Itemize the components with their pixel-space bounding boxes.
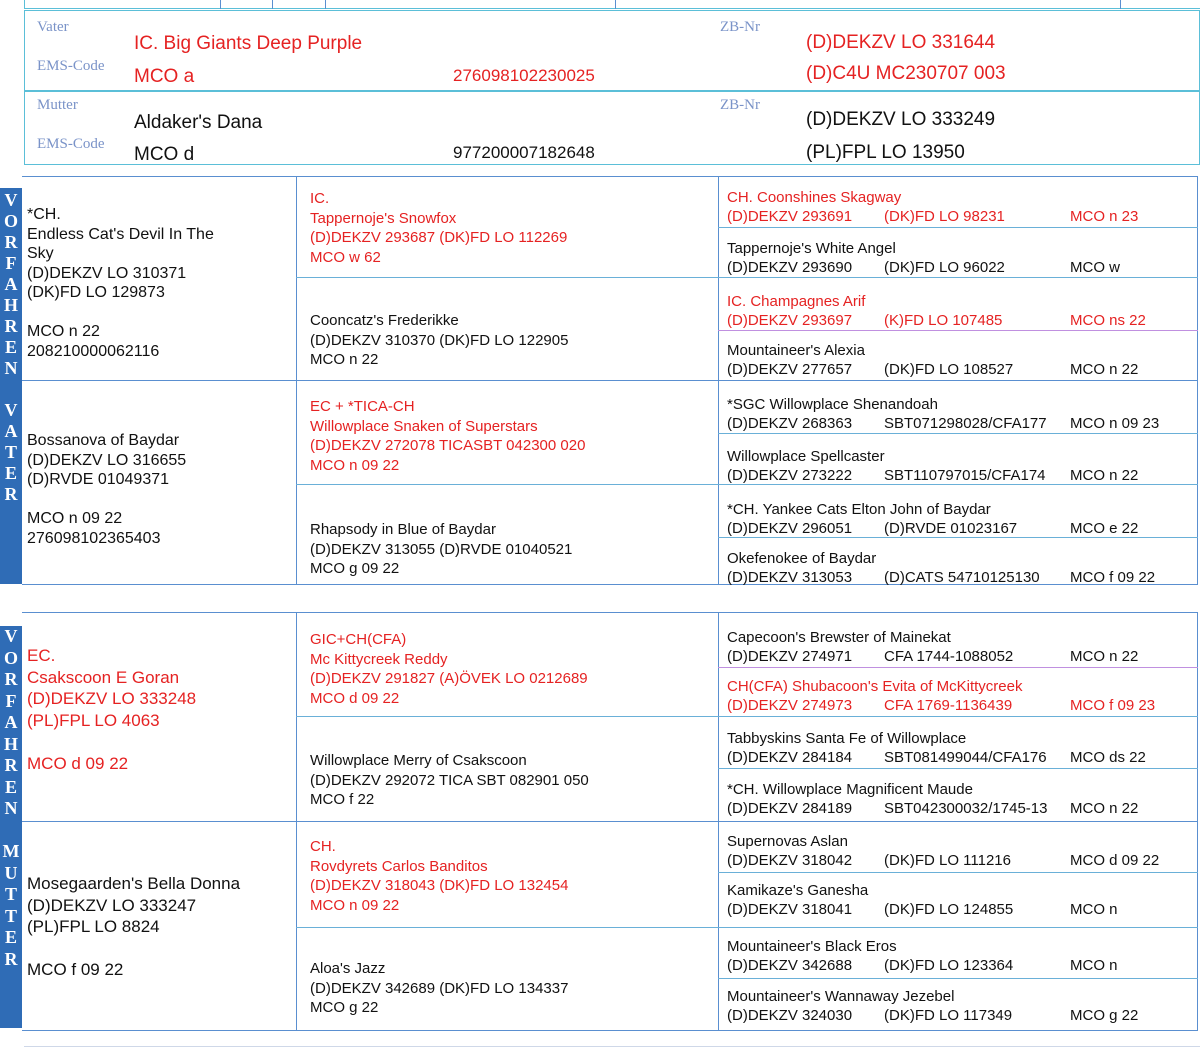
entry-line: (D)DEKZV LO 316655 [27,451,187,469]
top-edge-divider [325,0,326,9]
entry-ems: MCO n 22 [1070,467,1139,484]
entry-line [27,731,295,753]
entry-reg2: (DK)FD LO 108527 [884,361,1014,378]
sire-row-divider [22,380,1198,381]
entry-reg1: (D)DEKZV 342688 [727,957,853,974]
entry-ems: MCO g 22 [310,999,379,1016]
sire-gen1-entry [27,431,295,548]
entry-line: (D)RVDE 01049371 [27,471,170,488]
entry-reg2: SBT110797015/CFA174 [884,467,1046,484]
entry-reg2: CFA 1769-1136439 [884,697,1013,714]
top-edge-divider [1120,0,1121,9]
entry-line: MCO d 09 22 [27,753,129,773]
dam-row-divider [718,927,1198,928]
entry-name: Tabbyskins Santa Fe of Willowplace [727,730,967,747]
entry-reg2: (D)CATS 54710125130 [884,569,1040,586]
entry-title: CH. [310,838,336,855]
sire-ancestry-strip [0,188,22,584]
entry-ems: MCO n [1070,957,1118,974]
sire-row-divider [718,277,1198,278]
entry-reg1: (D)DEKZV 274973 [727,697,853,714]
strip-letter [0,379,22,400]
entry-title: EC + *TICA-CH [310,398,415,415]
entry-reg-row [727,414,1197,433]
entry-line: EC. [27,646,56,665]
entry-line: Bossanova of Baydar [27,432,180,449]
entry-ems: MCO w [1070,259,1120,276]
entry-line: Mosegaarden's Bella Donna [27,874,241,893]
entry-reg2: SBT081499044/CFA176 [884,749,1047,766]
strip-letter: O [3,211,18,231]
sire-row-divider [718,433,1198,434]
entry-name: Kamikaze's Ganesha [727,882,869,899]
mother-zb2: (PL)FPL LO 13950 [806,142,965,163]
entry-reg1: (D)DEKZV 293691 [727,208,853,225]
entry-line: (DK)FD LO 129873 [27,284,165,301]
entry-reg1: (D)DEKZV 293697 [727,312,853,329]
top-edge-divider [220,0,221,9]
entry-reg2: SBT042300032/1745-13 [884,800,1048,817]
dam-row-divider [718,667,1198,668]
entry-ems: MCO f 09 22 [1070,569,1156,586]
mother-ems-label: EMS-Code [37,136,105,152]
entry-ems: MCO n 22 [1070,800,1139,817]
strip-letter: T [4,442,17,462]
entry-name: Mc Kittycreek Reddy [310,650,448,668]
entry-name: Mountaineer's Black Eros [727,938,897,955]
entry-reg-row [727,748,1197,767]
entry-reg: (D)DEKZV 313055 (D)RVDE 01040521 [310,540,573,558]
entry-name: Willowplace Snaken of Superstars [310,417,538,435]
strip-letter: R [4,484,18,504]
sire-gen3-entry [727,341,1197,379]
sire-row-divider [296,484,718,485]
entry-ems: MCO ds 22 [1070,749,1146,766]
strip-letter: A [4,712,18,732]
strip-letter: R [4,669,18,689]
entry-line: (D)DEKZV LO 310371 [27,264,187,282]
mother-ems: MCO d [134,144,195,165]
entry-reg1: (D)DEKZV 273222 [727,467,853,484]
entry-name: CH. Coonshines Skagway [727,189,902,206]
entry-line: (D)DEKZV LO 333248 [27,689,197,708]
entry-title: GIC+CH(CFA) [310,631,407,648]
mother-name: Aldaker's Dana [134,112,263,133]
father-zb2: (D)C4U MC230707 003 [806,63,1006,84]
entry-line: (PL)FPL LO 8824 [27,917,160,936]
entry-reg-row [727,900,1197,919]
strip-letter: R [4,232,18,252]
father-ems: MCO a [134,66,195,87]
dam-gen2-entry [310,959,715,1018]
entry-reg: (D)DEKZV 318043 (DK)FD LO 132454 [310,877,569,894]
entry-line: Endless Cat's Devil In The [27,225,214,243]
strip-letter: E [4,776,17,797]
entry-reg1: (D)DEKZV 318041 [727,901,853,918]
sire-row-divider [718,330,1198,331]
dam-gen3-entry [727,780,1197,818]
entry-name: Supernovas Aslan [727,833,848,850]
dam-row-divider [718,978,1198,979]
entry-ems: MCO g 09 22 [310,560,400,577]
entry-reg1: (D)DEKZV 296051 [727,520,853,537]
entry-reg2: (DK)FD LO 111216 [884,852,1011,869]
strip-letter: A [4,421,18,441]
entry-reg-row [727,258,1197,277]
entry-line: MCO f 09 22 [27,960,124,979]
dam-row-divider [296,716,718,717]
entry-reg-row [727,647,1197,666]
strip-letter: U [4,862,18,883]
sire-gen3-entry [727,549,1197,587]
dam-gen3-entry [727,628,1197,666]
sire-gen3-entry [727,447,1197,485]
dam-row-divider [718,768,1198,769]
entry-reg2: (DK)FD LO 96022 [884,259,1005,276]
sire-gen3-entry [727,395,1197,433]
entry-reg-row [727,466,1197,485]
entry-name: Rovdyrets Carlos Banditos [310,857,488,875]
dam-ancestry-strip [0,626,22,1028]
strip-letter: H [3,733,18,754]
sire-gen2-entry [310,397,715,475]
entry-line: MCO n 09 22 [27,510,123,527]
strip-letter: V [4,400,18,420]
father-zb-label: ZB-Nr [720,19,760,35]
entry-name: Mountaineer's Alexia [727,342,865,359]
dam-row-divider [718,716,1198,717]
strip-letter: E [4,927,17,947]
entry-reg1: (D)DEKZV 268363 [727,415,853,432]
entry-name: *CH. Willowplace Magnificent Maude [727,781,973,798]
strip-letter: N [4,798,18,818]
mother-chip: 977200007182648 [453,143,595,162]
entry-name: Capecoon's Brewster of Mainekat [727,629,951,646]
sire-row-divider [296,277,718,278]
strip-letter: R [4,755,18,775]
entry-line: *CH. [27,206,61,223]
sire-gen2-entry [310,520,715,579]
strip-letter: E [4,463,17,483]
strip-letter: R [4,316,18,336]
sire-gen3-entry [727,239,1197,277]
entry-reg-row [727,799,1197,818]
entry-reg2: (K)FD LO 107485 [884,312,1003,329]
entry-ems: MCO w 62 [310,248,381,266]
entry-name: Rhapsody in Blue of Baydar [310,521,496,538]
entry-ems: MCO n 09 22 [310,456,400,474]
entry-reg2: (D)RVDE 01023167 [884,520,1018,537]
entry-reg: (D)DEKZV 310370 (DK)FD LO 122905 [310,331,569,349]
dam-gen2-entry [310,837,715,915]
entry-reg2: (DK)FD LO 98231 [884,208,1005,225]
father-zb1: (D)DEKZV LO 331644 [806,32,996,53]
strip-letter: T [4,905,17,926]
entry-reg2: (DK)FD LO 123364 [884,957,1014,974]
entry-line: (D)DEKZV LO 333247 [27,895,197,915]
strip-letter [0,820,22,842]
sire-gen3-entry [727,500,1197,538]
entry-name: Tappernoje's Snowfox [310,209,457,227]
entry-ems: MCO n 22 [1070,648,1139,665]
bottom-rule [24,1046,1200,1047]
entry-ems: MCO n 22 [310,351,379,368]
strip-letter: R [4,948,18,969]
entry-name: CH(CFA) Shubacoon's Evita of McKittycreek [727,678,1023,695]
entry-reg2: (DK)FD LO 117349 [884,1007,1013,1024]
strip-letter: H [3,295,18,315]
entry-line: MCO n 22 [27,323,100,340]
entry-name: Cooncatz's Frederikke [310,312,459,329]
entry-reg1: (D)DEKZV 293690 [727,259,853,276]
entry-ems: MCO d 09 22 [1070,852,1160,869]
entry-title: IC. [310,190,330,207]
entry-name: Aloa's Jazz [310,960,386,977]
entry-name: *SGC Willowplace Shenandoah [727,396,938,413]
entry-reg-row [727,568,1197,587]
entry-ems: MCO n [1070,901,1118,918]
entry-reg1: (D)DEKZV 277657 [727,361,853,378]
top-edge-divider [615,0,616,9]
entry-line [27,490,295,510]
entry-name: Willowplace Spellcaster [727,448,885,465]
strip-letter: M [2,841,20,861]
entry-name: Willowplace Merry of Csakscoon [310,752,527,769]
dam-gen2-entry [310,751,715,810]
entry-line [27,938,295,960]
entry-ems: MCO f 09 23 [1070,697,1156,714]
entry-name: Mountaineer's Wannaway Jezebel [727,988,955,1005]
strip-letter: V [4,626,18,646]
entry-name: Tappernoje's White Angel [727,240,896,257]
entry-reg: (D)DEKZV 342689 (DK)FD LO 134337 [310,979,569,997]
entry-reg1: (D)DEKZV 313053 [727,569,853,586]
entry-name: IC. Champagnes Arif [727,293,866,310]
entry-ems: MCO n 09 23 [1070,415,1160,432]
sire-gen2-entry [310,311,715,370]
entry-reg-row [727,360,1197,379]
sire-row-divider [718,227,1198,228]
entry-reg-row [727,956,1197,975]
entry-reg1: (D)DEKZV 284189 [727,800,853,817]
father-ems-label: EMS-Code [37,58,105,74]
strip-letter: N [4,358,18,378]
dam-gen1-entry [27,645,295,774]
dam-gen3-entry [727,987,1197,1025]
entry-reg-row [727,207,1197,226]
sire-gen1-entry [27,205,295,361]
strip-letter: A [4,274,18,294]
entry-reg-row [727,851,1197,870]
entry-reg-row [727,519,1197,538]
entry-reg2: SBT071298028/CFA177 [884,415,1047,432]
entry-ems: MCO e 22 [1070,520,1139,537]
entry-name: Okefenokee of Baydar [727,550,877,567]
entry-reg1: (D)DEKZV 318042 [727,852,853,869]
entry-reg-row [727,311,1197,330]
top-edge-row [24,0,1200,9]
father-chip: 276098102230025 [453,66,595,85]
father-label: Vater [37,19,69,35]
entry-line: 276098102365403 [27,529,161,547]
entry-reg: (D)DEKZV 291827 (A)ÖVEK LO 0212689 [310,670,588,687]
entry-ems: MCO d 09 22 [310,689,400,707]
entry-reg1: (D)DEKZV 274971 [727,648,853,665]
strip-letter: E [4,337,17,357]
mother-zb1: (D)DEKZV LO 333249 [806,109,996,130]
entry-ems: MCO ns 22 [1070,312,1146,329]
entry-reg2: CFA 1744-1088052 [884,648,1014,665]
mother-label: Mutter [37,97,78,113]
entry-line: Sky [27,245,54,262]
entry-line [27,303,295,323]
dam-gen3-entry [727,881,1197,919]
dam-gen3-entry [727,677,1197,715]
entry-ems: MCO n 23 [1070,208,1139,225]
entry-reg: (D)DEKZV 292072 TICA SBT 082901 050 [310,771,589,789]
entry-reg-row [727,696,1197,715]
entry-name: *CH. Yankee Cats Elton John of Baydar [727,501,991,518]
dam-gen3-entry [727,937,1197,975]
father-name: IC. Big Giants Deep Purple [134,33,363,54]
entry-ems: MCO f 22 [310,791,375,808]
dam-row-divider [718,872,1198,873]
sire-gen3-entry [727,292,1197,330]
strip-letter: T [4,884,17,904]
entry-reg-row [727,1006,1197,1025]
entry-line: (PL)FPL LO 4063 [27,710,160,730]
dam-gen3-entry [727,729,1197,767]
entry-reg: (D)DEKZV 272078 TICASBT 042300 020 [310,437,586,454]
strip-letter: V [4,190,18,210]
dam-row-divider [22,821,1198,822]
entry-ems: MCO n 09 22 [310,896,400,914]
strip-letter: O [3,647,18,668]
dam-row-divider [296,927,718,928]
entry-reg2: (DK)FD LO 124855 [884,901,1014,918]
dam-gen1-entry [27,873,295,981]
strip-letter: F [5,690,17,711]
entry-ems: MCO g 22 [1070,1007,1139,1024]
entry-line: Csakscoon E Goran [27,667,180,687]
sire-gen2-entry [310,189,715,267]
entry-reg: (D)DEKZV 293687 (DK)FD LO 112269 [310,229,568,246]
mother-zb-label: ZB-Nr [720,97,760,113]
dam-gen3-entry [727,832,1197,870]
strip-letter: F [5,253,17,273]
dam-gen2-entry [310,630,715,708]
sire-gen3-entry [727,188,1197,226]
top-edge-divider [272,0,273,9]
entry-reg1: (D)DEKZV 284184 [727,749,853,766]
entry-reg1: (D)DEKZV 324030 [727,1007,853,1024]
entry-line: 208210000062116 [27,342,160,360]
entry-ems: MCO n 22 [1070,361,1139,378]
